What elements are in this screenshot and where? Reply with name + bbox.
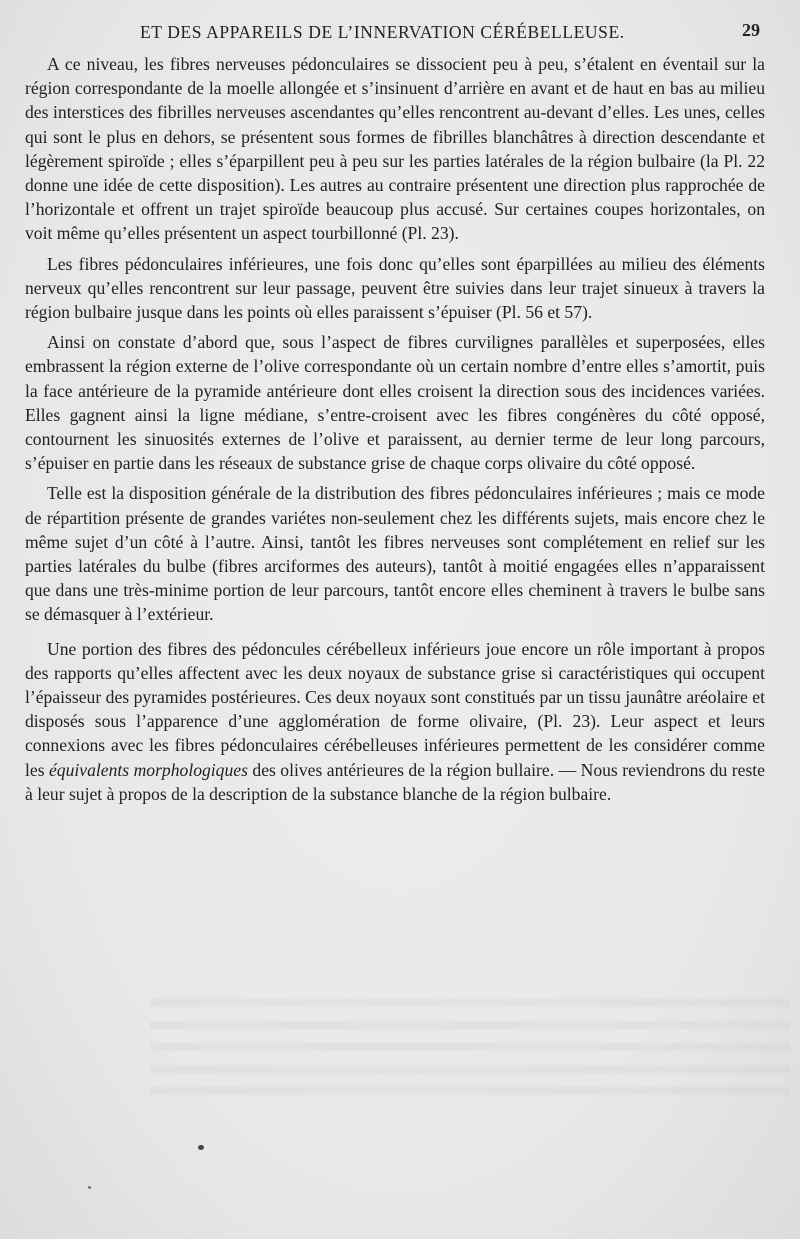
paragraph — [25, 637, 765, 806]
body-text — [25, 52, 765, 812]
paragraph-text: Une portion des fibres des pédoncules cérébelleux inférieurs joue encore un rôle important à propos des rapports qu’elles affectent avec les deux noyaux de substance grise si caractéristiques qui occupent l’épaisseur des pyramides postérieures. Ces deux noyaux sont constitués par un tissu jaunâtre aréolaire et disposés sous l’apparence d’une agglomération de forme olivaire, (Pl. 23). Leur aspect et leurs connexions avec les fibres pédonculaires cérébelleuses inférieures permettent de les considérer comme les — [25, 638, 765, 780]
paragraph: A ce niveau, les fibres nerveuses pédonculaires se dissocient peu à peu, s’étalent en éventail sur la région correspondante de la moelle allongée et s’insinuent d’arrière en avant et de haut en bas au milieu des interstices des fibrilles nerveuses ascendantes qu’elles rencontrent au-devant d’elles. Les unes, celles qui sont le plus en dehors, se présentent sous formes de fibrilles blanchâtres à direction descendante et légèrement spiroïde ; elles s’éparpillent peu à peu sur les parties latérales de la région bulbaire (la Pl. 22 donne une idée de cette disposition). Les autres au contraire présentent une direction plus rapprochée de l’horizontale et offrent un trajet spiroïde beaucoup plus accusé. Sur certaines coupes horizontales, on voit même qu’elles présentent un aspect tourbillonné (Pl. 23). — [25, 54, 765, 244]
paragraph: Ainsi on constate d’abord que, sous l’aspect de fibres curvilignes parallèles et superposées, elles embrassent la région externe de l’olive correspondante où un certain nombre d’entre elles s’amortit, puis la face antérieure de la pyramide antérieure dont elles croisent la direction sous des incidences variées. Elles gagnent ainsi la ligne médiane, s’entre-croisent avec les fibres congénères du côté opposé, contournent les sinuosités externes de l’olive et paraissent, au dernier terme de leur long parcours, s’épuiser en partie dans les réseaux de substance grise de chaque corps olivaire du côté opposé. — [25, 332, 765, 474]
paragraph-text: des olives antérieures de la région bullaire. — Nous reviendrons du reste à leur sujet à propos de la description de la substance blanche de la région bulbaire. — [25, 759, 765, 804]
show-through-texture — [150, 985, 790, 1105]
ink-speck — [88, 1186, 91, 1189]
page-number: 29 — [742, 20, 760, 40]
paragraph: Les fibres pédonculaires inférieures, une fois donc qu’elles sont éparpillées au milieu des éléments nerveux qu’elles rencontrent sur leur passage, peuvent être suivies dans leur trajet sinueux à travers la région bulbaire jusque dans les points où elles paraissent s’épuiser (Pl. 56 et 57). — [25, 253, 765, 323]
ink-speck — [198, 1145, 204, 1150]
running-title: ET DES APPAREILS DE L’INNERVATION CÉRÉBELLEUSE. — [140, 22, 625, 42]
italic-term: équivalents morphologiques — [49, 759, 248, 780]
page-header — [0, 22, 800, 46]
paragraph: Telle est la disposition générale de la distribution des fibres pédonculaires inférieures ; mais ce mode de répartition présente de grandes variétes non-seulement chez les différents sujets, mais encore chez le même sujet d’un côté à l’autre. Ainsi, tantôt les fibres nerveuses sont complétement en relief sur les parties latérales du bulbe (fibres arciformes des auteurs), tantôt à moitié engagées elles n’apparaissent que dans une très-minime portion de leur parcours, tantôt encore elles cheminent à travers le bulbe sans se démasquer à l’extérieur. — [25, 483, 765, 625]
